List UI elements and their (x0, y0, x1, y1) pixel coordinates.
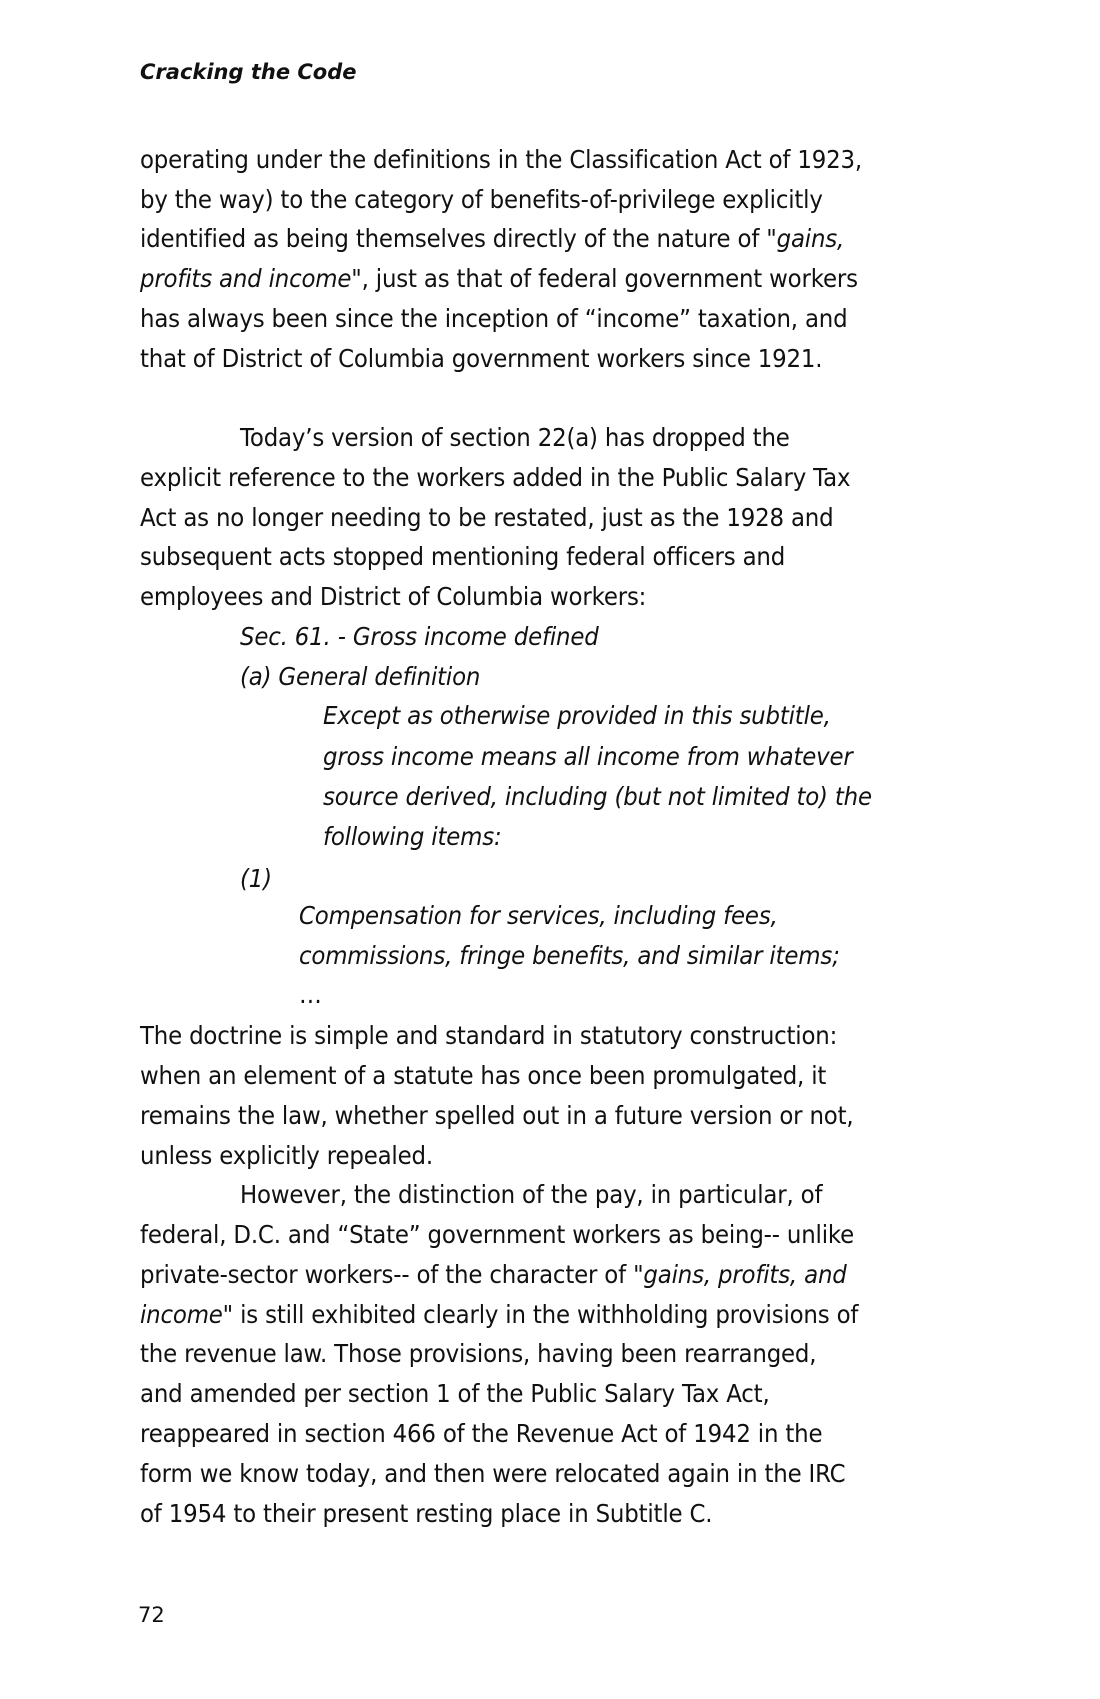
text-span: identified as being themselves directly of the nature of (140, 224, 767, 253)
italic-phrase: profits and income" (140, 264, 362, 293)
text-line: when an element of a statute has once been promulgated, it (140, 1061, 827, 1090)
text-line (140, 1300, 858, 1330)
ellipsis: … (299, 980, 322, 1009)
text-line: by the way) to the category of benefits-of-privilege explicitly (140, 185, 823, 214)
running-header: Cracking the Code (140, 60, 357, 84)
text-line: of 1954 to their present resting place in Subtitle C. (140, 1499, 713, 1528)
definition-line: following items: (323, 822, 502, 851)
text-line: reappeared in section 466 of the Revenue Act of 1942 in the (140, 1419, 823, 1448)
italic-phrase: "gains, profits, and (633, 1260, 847, 1289)
text-line: explicit reference to the workers added in the Public Salary Tax (140, 463, 851, 492)
italic-phrase: income" (140, 1300, 234, 1329)
text-line: operating under the definitions in the Classification Act of 1923, (140, 145, 862, 174)
item-line: Compensation for services, including fees, (299, 901, 778, 930)
text-span: private-sector workers-- of the character of (140, 1260, 634, 1289)
text-line (140, 264, 858, 294)
text-line: federal, D.C. and “State” government workers as being-- unlike (140, 1220, 855, 1249)
definition-line: source derived, including (but not limited to) the (323, 782, 872, 811)
text-line: that of District of Columbia government workers since 1921. (140, 344, 823, 373)
text-line: The doctrine is simple and standard in statutory construction: (140, 1021, 838, 1050)
text-line: Act as no longer needing to be restated, just as the 1928 and (140, 503, 834, 532)
text-line: form we know today, and then were relocated again in the IRC (140, 1459, 846, 1488)
section-heading: Sec. 61. - Gross income defined (240, 622, 599, 651)
text-line: Today’s version of section 22(a) has dropped the (240, 423, 790, 452)
text-line: has always been since the inception of “income” taxation, and (140, 304, 848, 333)
text-line (140, 1260, 847, 1290)
text-span: , just as that of federal government workers (361, 264, 858, 293)
item-line: commissions, fringe benefits, and similar items; (299, 941, 840, 970)
subsection-heading: (a) General definition (240, 662, 481, 691)
italic-phrase: "gains, (766, 224, 845, 253)
text-line: remains the law, whether spelled out in a future version or not, (140, 1101, 854, 1130)
text-line: the revenue law. Those provisions, having been rearranged, (140, 1339, 817, 1368)
text-line: unless explicitly repealed. (140, 1141, 433, 1170)
text-line: and amended per section 1 of the Public Salary Tax Act, (140, 1379, 770, 1408)
text-line: employees and District of Columbia workers: (140, 582, 647, 611)
item-number: (1) (240, 864, 272, 893)
text-line (140, 224, 844, 254)
text-span: is still exhibited clearly in the withholding provisions of (233, 1300, 859, 1329)
definition-line: gross income means all income from whatever (323, 742, 853, 771)
text-line: subsequent acts stopped mentioning federal officers and (140, 542, 786, 571)
text-line: However, the distinction of the pay, in particular, of (240, 1180, 823, 1209)
definition-line: Except as otherwise provided in this subtitle, (323, 701, 831, 730)
page-number: 72 (138, 1603, 165, 1627)
